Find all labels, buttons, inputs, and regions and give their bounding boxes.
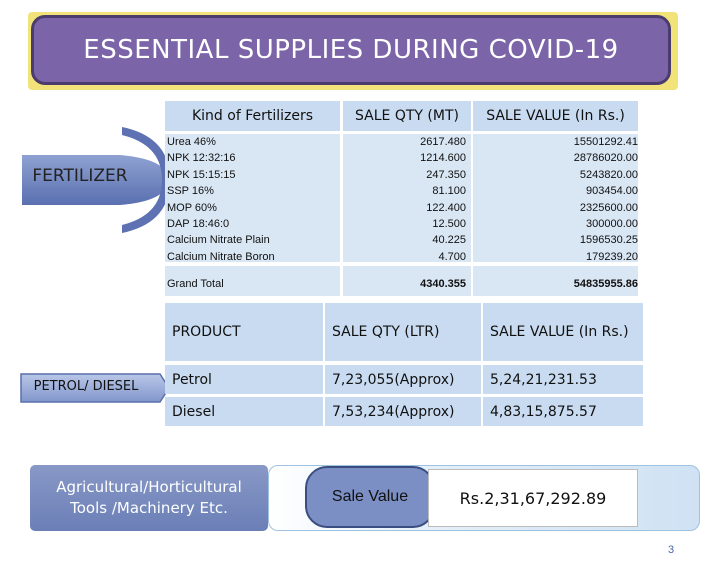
petrol-value: 5,24,21,231.53	[483, 365, 643, 394]
agri-label-line2: Tools /Machinery Etc.	[70, 499, 228, 517]
fertilizer-kind: MOP 60%	[167, 201, 217, 214]
page-number: 3	[668, 544, 675, 556]
fertilizer-value: 5243820.00	[579, 168, 638, 181]
petrol-diesel-tab-label: PETROL/ DIESEL	[33, 379, 139, 394]
fertilizer-value-list	[473, 134, 638, 265]
fertilizer-kind: NPK 15:15:15	[167, 168, 236, 181]
grand-total-qty: 4340.355	[420, 278, 466, 290]
fertilizer-kind: Urea 46%	[167, 136, 216, 148]
petrol-qty: 7,23,055(Approx)	[325, 365, 481, 394]
fertilizer-qty: 12.500	[432, 218, 466, 231]
header-sale-qty-ltr: SALE QTY (LTR)	[325, 303, 481, 361]
agri-label-line1: Agricultural/Horticultural	[56, 478, 242, 496]
sale-value-amount: Rs.2,31,67,292.89	[428, 469, 638, 527]
fertilizer-qty: 40.225	[432, 234, 466, 247]
diesel-qty: 7,53,234(Approx)	[325, 397, 481, 426]
fertilizer-tab-label: FERTILIZER	[32, 166, 128, 186]
page-title: ESSENTIAL SUPPLIES DURING COVID-19	[31, 15, 671, 85]
fertilizer-kind: Calcium Nitrate Boron	[167, 250, 275, 263]
header-sale-value-fuel: SALE VALUE (In Rs.)	[483, 303, 643, 361]
fertilizer-value: 179239.20	[586, 250, 638, 263]
header-kind-of-fertilizers: Kind of Fertilizers	[165, 101, 340, 131]
fertilizer-kind-list	[167, 134, 339, 265]
fertilizer-value: 300000.00	[586, 218, 638, 231]
fertilizer-qty: 1214.600	[420, 152, 466, 165]
fertilizer-qty-list	[343, 134, 466, 265]
fertilizer-qty: 81.100	[432, 185, 466, 198]
fertilizer-value: 15501292.41	[573, 136, 638, 148]
fertilizer-value: 2325600.00	[579, 201, 638, 214]
header-product: PRODUCT	[165, 303, 323, 361]
diesel-value: 4,83,15,875.57	[483, 397, 643, 426]
product-diesel: Diesel	[165, 397, 323, 426]
agri-tools-label-box	[30, 465, 268, 531]
fertilizer-kind: SSP 16%	[167, 185, 214, 198]
fertilizer-qty: 4.700	[438, 250, 466, 263]
fertilizer-kind: Calcium Nitrate Plain	[167, 234, 270, 247]
fertilizer-value: 903454.00	[586, 185, 638, 198]
grand-total-label: Grand Total	[167, 278, 224, 290]
sale-value-label: Sale Value	[305, 466, 435, 528]
grand-total-value: 54835955.86	[573, 278, 638, 290]
fertilizer-qty: 247.350	[426, 168, 466, 181]
fertilizer-value: 28786020.00	[573, 152, 638, 165]
fertilizer-qty: 2617.480	[420, 136, 466, 148]
header-sale-value: SALE VALUE (In Rs.)	[473, 101, 638, 131]
fertilizer-qty: 122.400	[426, 201, 466, 214]
product-petrol: Petrol	[165, 365, 323, 394]
header-sale-qty-mt: SALE QTY (MT)	[343, 101, 471, 131]
fertilizer-kind: NPK 12:32:16	[167, 152, 236, 165]
fertilizer-value: 1596530.25	[579, 234, 638, 247]
fertilizer-kind: DAP 18:46:0	[167, 218, 230, 231]
